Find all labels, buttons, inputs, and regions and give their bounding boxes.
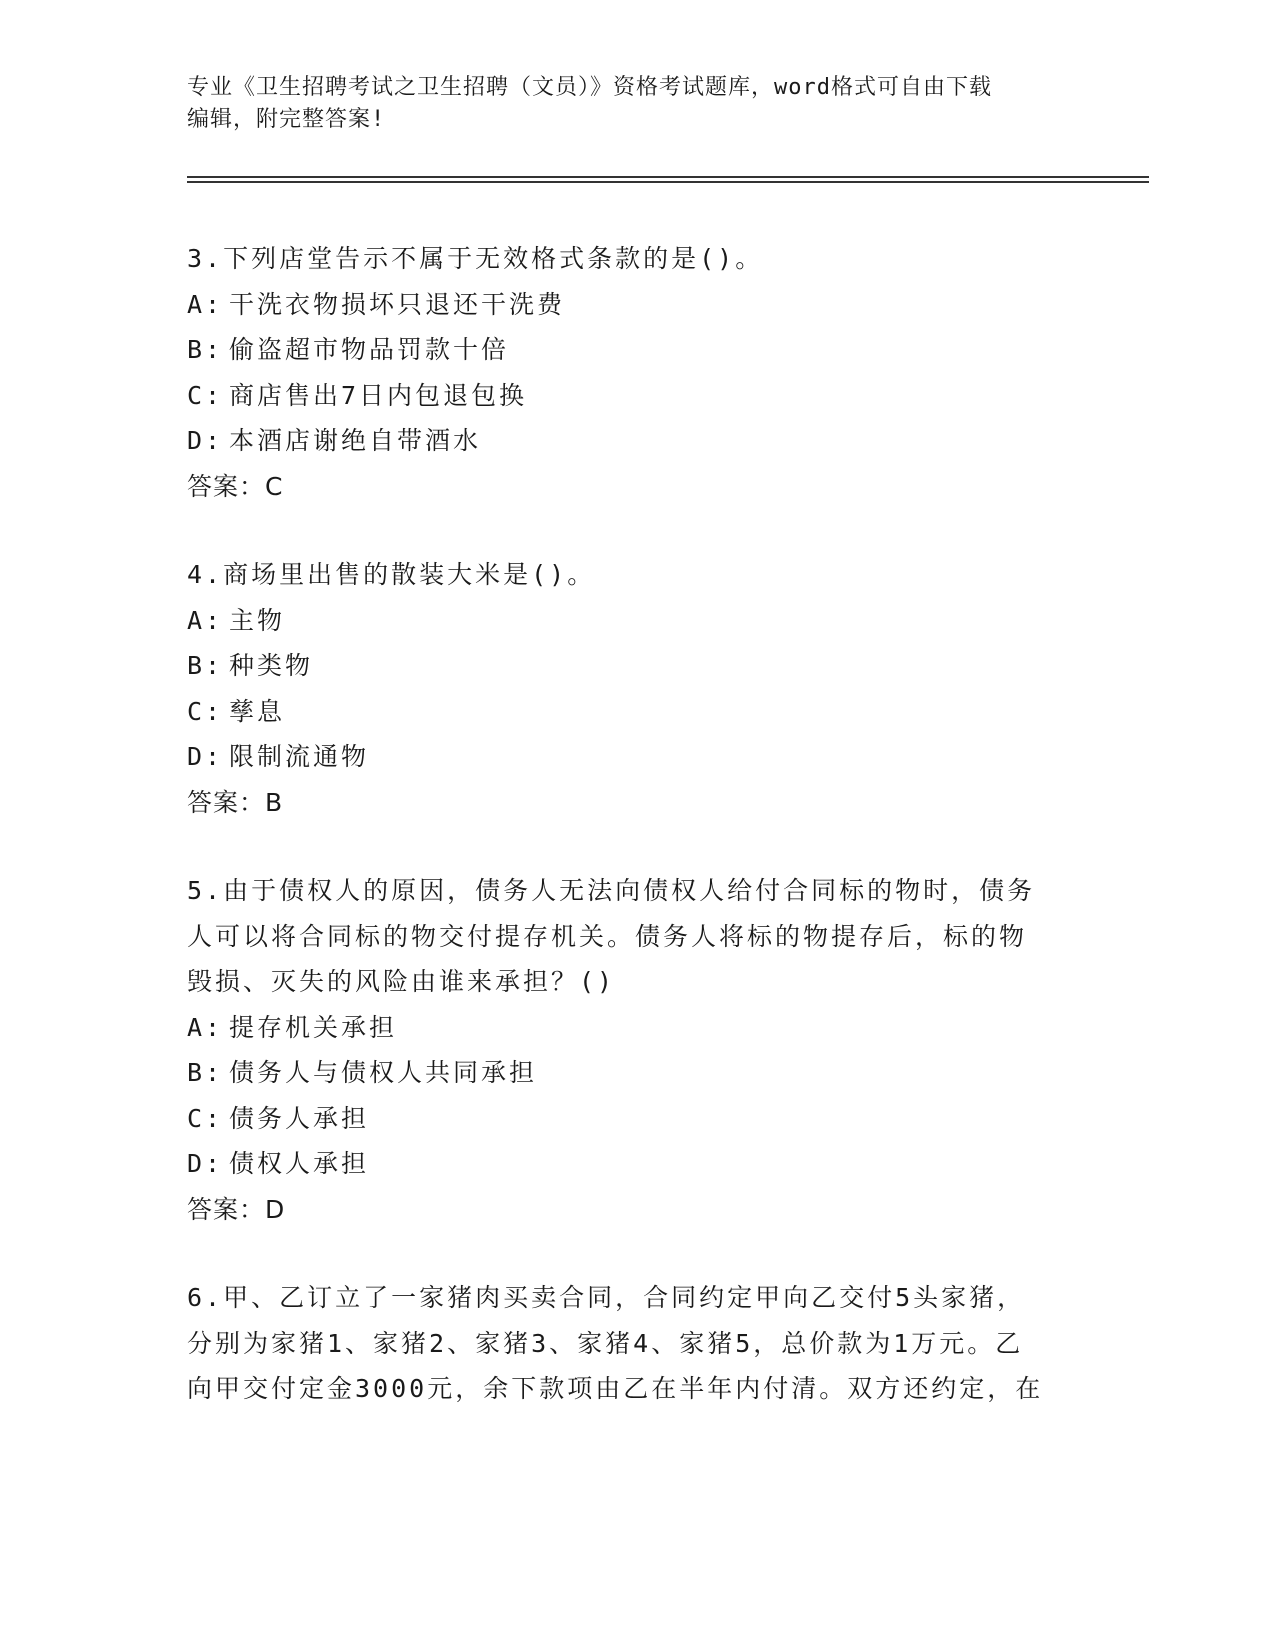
- option-letter: D:: [187, 1149, 224, 1178]
- option-letter: C:: [187, 696, 224, 726]
- document-header: [187, 72, 1087, 136]
- question-text: 毁损、灭失的风险由谁来承担？(): [187, 967, 616, 996]
- question-list: [187, 236, 1087, 1455]
- option-a: [187, 598, 1087, 644]
- option-letter: D:: [187, 742, 224, 771]
- option-text: 提存机关承担: [229, 1012, 398, 1042]
- option-text: 限制流通物: [229, 742, 370, 771]
- answer-text: 答案：B: [187, 787, 284, 817]
- question-text: 分别为家猪1、家猪2、家猪3、家猪4、家猪5，总价款为1万元。乙: [187, 1328, 1024, 1358]
- question-text: 3.下列店堂告示不属于无效格式条款的是()。: [187, 244, 764, 273]
- option-text: 主物: [229, 605, 286, 635]
- option-text: 本酒店谢绝自带酒水: [229, 426, 482, 455]
- option-a: [187, 282, 1087, 328]
- header-line: 编辑，附完整答案!: [187, 107, 386, 132]
- header-divider-bottom: [187, 181, 1149, 183]
- option-d: [187, 1141, 1087, 1187]
- question-text: 5.由于债权人的原因，债务人无法向债权人给付合同标的物时，债务: [187, 876, 1036, 905]
- option-b: [187, 1050, 1087, 1096]
- question-text: 6.甲、乙订立了一家猪肉买卖合同，合同约定甲向乙交付5头家猪，: [187, 1283, 1026, 1312]
- option-c: [187, 1096, 1087, 1142]
- option-text: 偷盗超市物品罚款十倍: [229, 335, 510, 364]
- option-d: [187, 418, 1087, 464]
- option-d: [187, 734, 1087, 780]
- option-letter: A:: [187, 289, 224, 319]
- question-6: [187, 1275, 1087, 1412]
- header-divider-top: [187, 176, 1149, 178]
- option-text: 债务人承担: [229, 1103, 370, 1133]
- option-letter: A:: [187, 605, 224, 635]
- option-text: 孳息: [229, 696, 286, 726]
- question-3: [187, 236, 1087, 509]
- option-letter: D:: [187, 426, 224, 455]
- question-text: 4.商场里出售的散装大米是()。: [187, 560, 596, 589]
- option-letter: C:: [187, 1103, 224, 1133]
- option-c: [187, 373, 1087, 419]
- option-text: 干洗衣物损坏只退还干洗费: [229, 289, 566, 319]
- question-text: 向甲交付定金3000元，余下款项由乙在半年内付清。双方还约定，在: [187, 1374, 1044, 1403]
- question-4: [187, 552, 1087, 825]
- option-letter: C:: [187, 380, 224, 410]
- option-text: 债权人承担: [229, 1149, 370, 1178]
- option-letter: B:: [187, 335, 224, 364]
- question-text: 人可以将合同标的物交付提存机关。债务人将标的物提存后，标的物: [187, 921, 1028, 951]
- question-5: [187, 868, 1087, 1232]
- option-c: [187, 689, 1087, 735]
- option-letter: A:: [187, 1012, 224, 1042]
- option-b: [187, 327, 1087, 373]
- option-text: 商店售出7日内包退包换: [229, 380, 528, 410]
- option-a: [187, 1005, 1087, 1051]
- option-letter: B:: [187, 651, 224, 680]
- option-text: 种类物: [229, 651, 314, 680]
- option-b: [187, 643, 1087, 689]
- answer-text: 答案：C: [187, 471, 284, 501]
- option-letter: B:: [187, 1058, 224, 1087]
- answer-text: 答案：D: [187, 1194, 286, 1224]
- header-line: 专业《卫生招聘考试之卫生招聘（文员）》资格考试题库，word格式可自由下载: [187, 75, 992, 100]
- option-text: 债务人与债权人共同承担: [229, 1058, 538, 1087]
